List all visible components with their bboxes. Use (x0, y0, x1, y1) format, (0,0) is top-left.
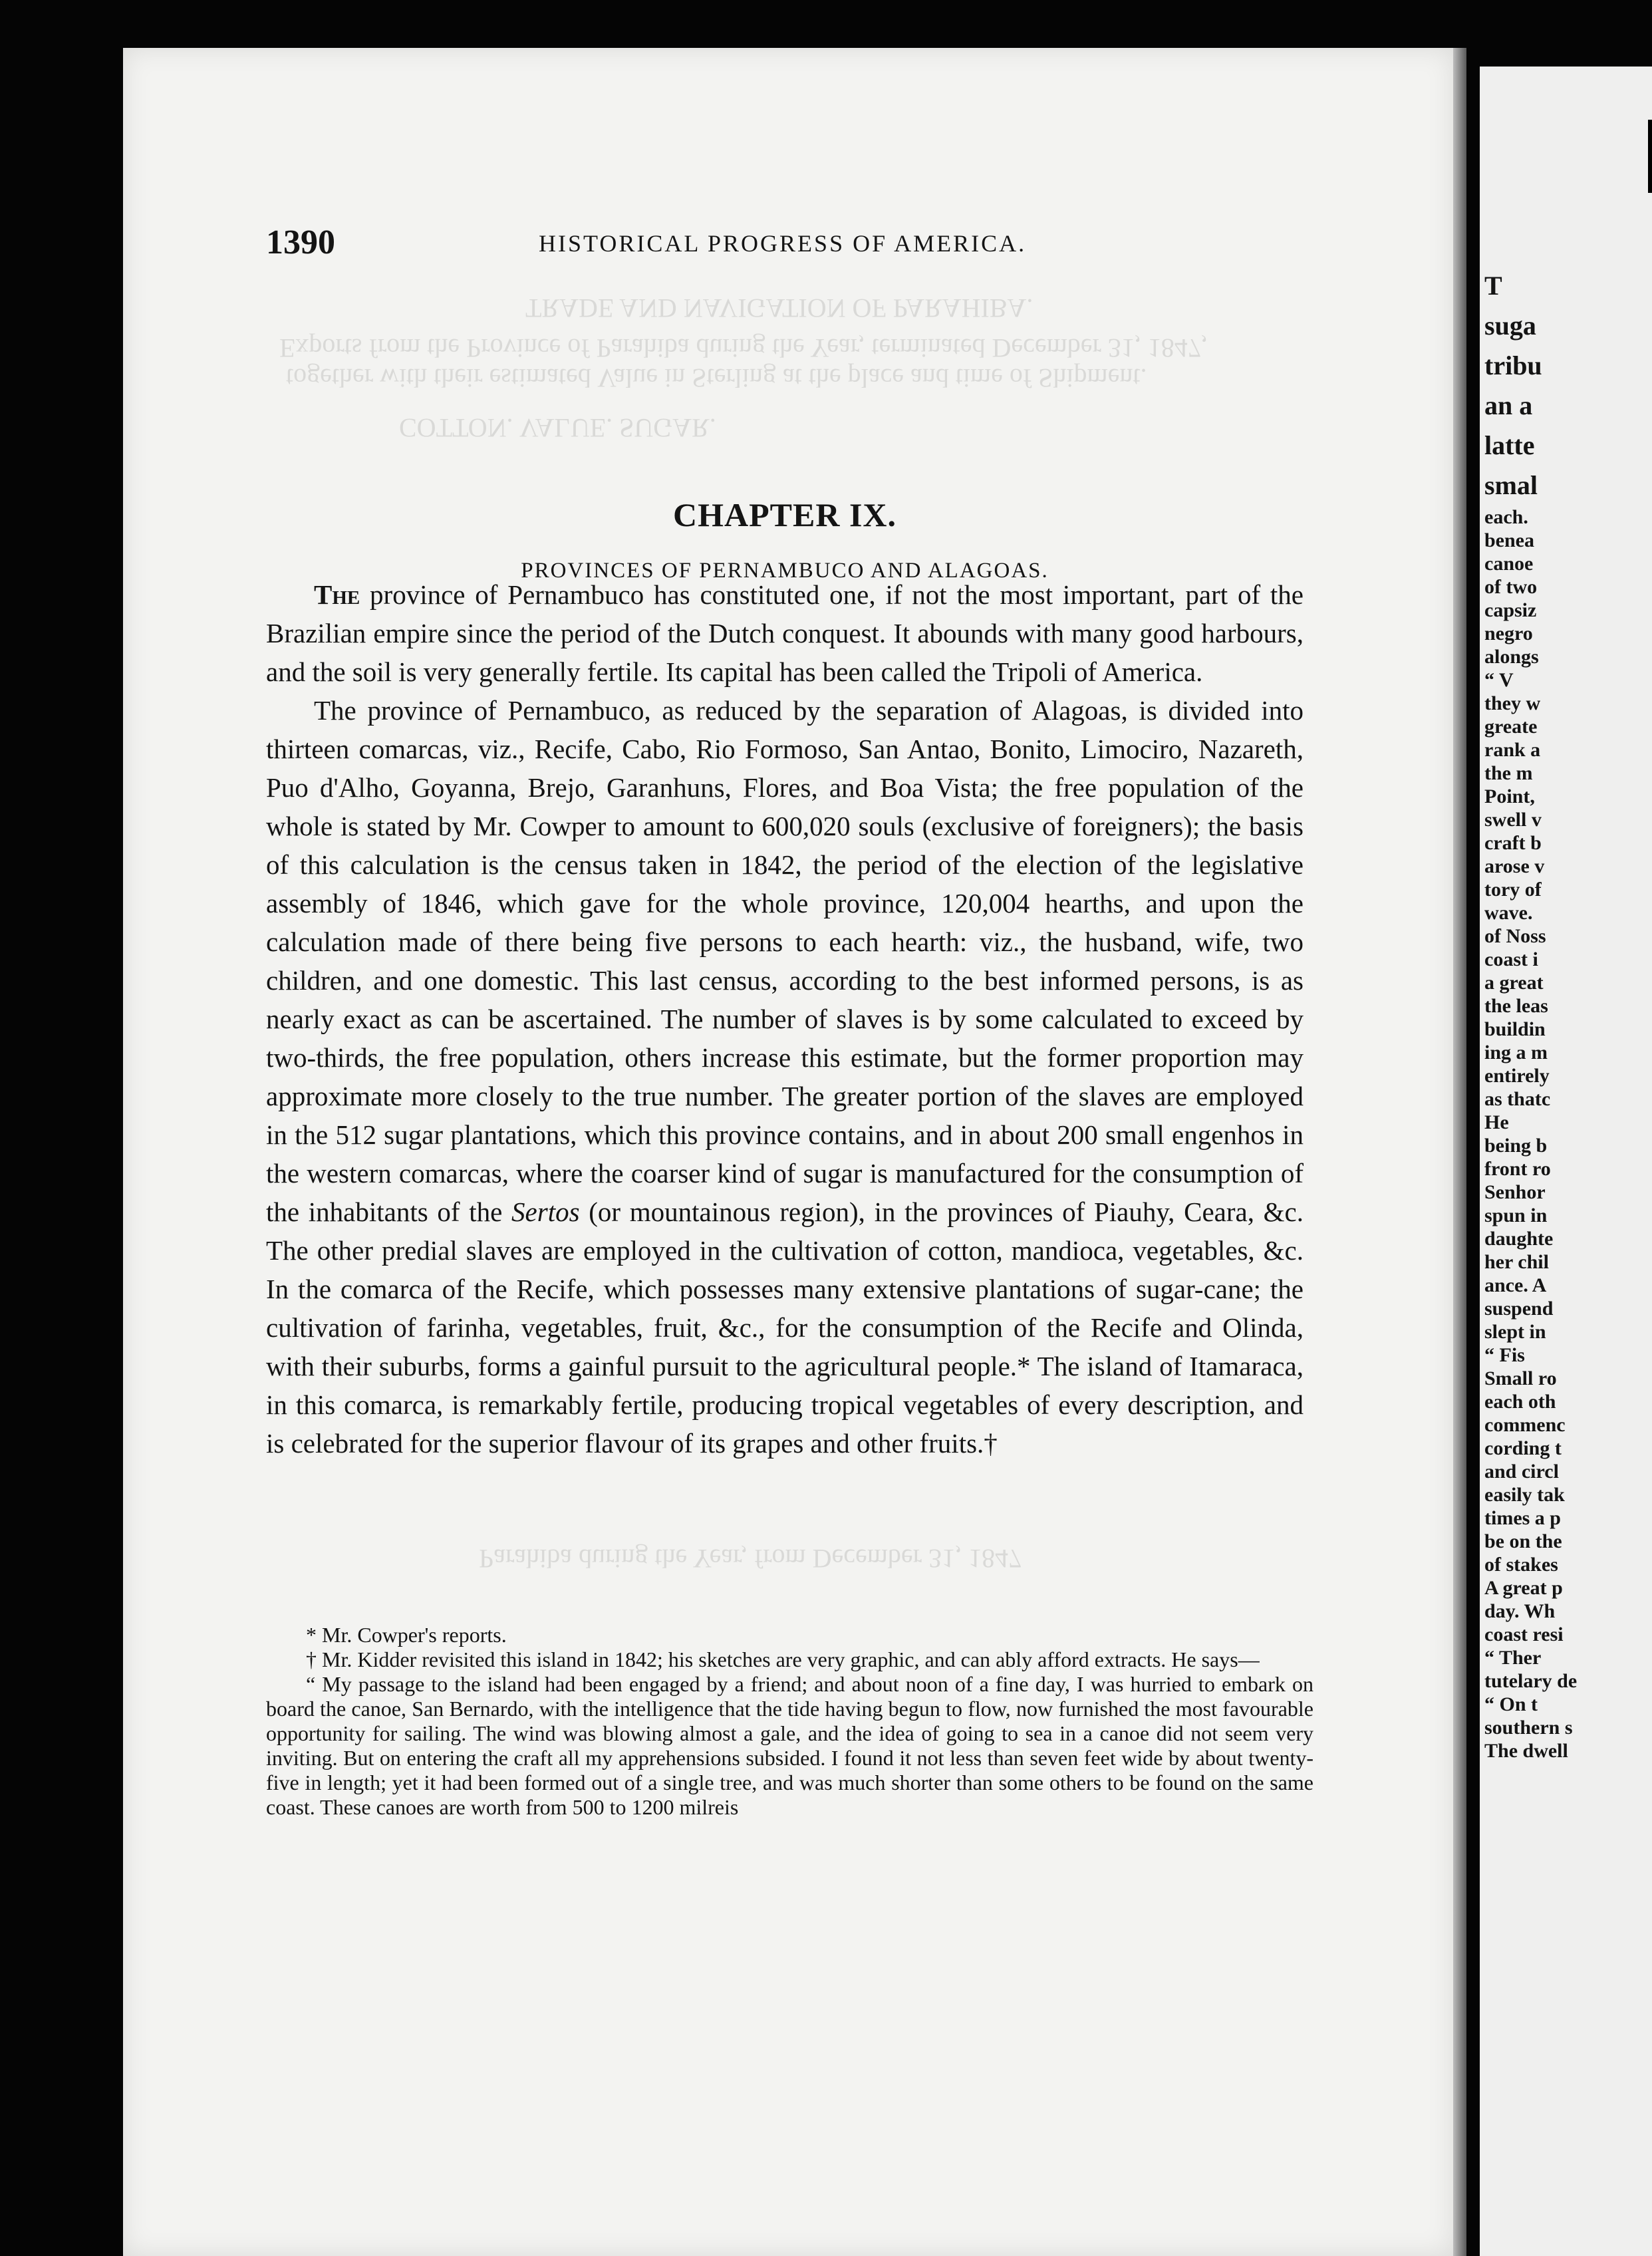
right-page-line: “ Ther (1484, 1647, 1542, 1669)
right-page-line: wave. (1484, 902, 1533, 924)
footnotes (266, 1623, 1313, 1820)
right-page-line: benea (1484, 529, 1534, 551)
paragraph-2-tail: (or mountainous region), in the provinces of Piauhy, Ceara, &c. The other predial slaves are employed in the cultivation of cotton, mandioca, vegetables, &c. In the comarca of the Recife, which possesses many extensive plantations of sugar-cane; the cultivation of farinha, vegetables, fruit, &c., for the consumption of the Recife and Olinda, with their suburbs, forms a gainful pursuit to the agricultural people.* The island of Itamaraca, in this comarca, is remarkably fertile, producing tropical vegetables of every description, and is celebrated for the superior flavour of its grapes and other fruits.† (266, 1197, 1304, 1459)
right-page-line: day. Wh (1484, 1600, 1556, 1622)
right-page-line: times a p (1484, 1507, 1561, 1529)
right-page-line: buildin (1484, 1018, 1546, 1040)
right-page-line: coast resi (1484, 1623, 1564, 1645)
right-page-line: The dwell (1484, 1740, 1568, 1762)
right-page-line: an a (1484, 390, 1533, 420)
right-page-line: front ro (1484, 1158, 1551, 1180)
right-page-line: the leas (1484, 995, 1548, 1017)
paragraph-2 (266, 691, 1304, 1463)
right-page-text (1484, 266, 1651, 1762)
right-page-line: of Noss (1484, 925, 1546, 947)
right-page-line: Small ro (1484, 1367, 1557, 1389)
ghost-line: together with their estimated Value in Sterling at the place and time of Shipment. (286, 363, 1147, 393)
right-page-line: “ V (1484, 669, 1514, 691)
right-page-line: and circl (1484, 1461, 1559, 1482)
right-page-line: “ On t (1484, 1693, 1538, 1715)
right-page-line: craft b (1484, 832, 1542, 854)
right-page-line: tribu (1484, 351, 1542, 380)
right-page-line: each. (1484, 506, 1528, 528)
right-page-line: swell v (1484, 809, 1542, 831)
right-page-line: smal (1484, 470, 1538, 500)
right-page-line: cording t (1484, 1437, 1562, 1459)
chapter-subtitle: PROVINCES OF PERNAMBUCO AND ALAGOAS. (521, 559, 1049, 583)
right-page-line: her chil (1484, 1251, 1549, 1273)
right-page-line: each oth (1484, 1391, 1556, 1413)
right-page-line: ing a m (1484, 1042, 1548, 1063)
ghost-line: Exports from the Province of Parahiba during the Year, terminated December 31, 1847, (279, 333, 1208, 363)
right-page-line: coast i (1484, 948, 1538, 970)
page-number: 1390 (266, 223, 335, 261)
right-page-line: negro (1484, 623, 1533, 644)
paragraph-2-text: The province of Pernambuco, as reduced by the separation of Alagoas, is divided into thirteen comarcas, viz., Recife, Cabo, Rio Formoso, San Antao, Bonito, Limociro, Nazareth, Puo d'Alho, Goyanna, Brejo, Garanhuns, Flores, and Boa Vista; the free population of the whole is stated by Mr. Cowper to amount to 600,020 souls (exclusive of foreigners); the basis of this calculation is the census taken in 1842, the period of the election of the legislative assembly of 1846, which gave for the whole province, 120,004 hearths, and upon the calculation made of there being five persons to each hearth: viz., the husband, wife, two children, and one domestic. This last census, according to the best informed persons, is as nearly exact as can be ascertained. The number of slaves is by some calculated to exceed by two-thirds, the free population, others increase this estimate, but the former proportion may approximate more closely to the true number. The greater portion of the slaves are employed in the 512 sugar plantations, which this province contains, and in about 200 small engenhos in the western comarcas, where the coarser kind of sugar is manufactured for the consumption of the inhabitants of the (266, 695, 1304, 1227)
right-page-line: entirely (1484, 1065, 1550, 1087)
right-page-line: spun in (1484, 1204, 1548, 1226)
footnote-2: † Mr. Kidder revisited this island in 1842; his sketches are very graphic, and can ably afford extracts. He says— (306, 1647, 1260, 1671)
right-page-line: easily tak (1484, 1484, 1565, 1506)
right-page-line: southern s (1484, 1717, 1573, 1739)
footnote-1: * Mr. Cowper's reports. (306, 1623, 507, 1647)
right-page-line: A great p (1484, 1577, 1563, 1599)
right-page-line: Point, (1484, 785, 1535, 807)
right-page-line: tutelary de (1484, 1670, 1578, 1692)
chapter-title: CHAPTER IX. (672, 496, 897, 533)
right-page-line: daughte (1484, 1228, 1554, 1250)
right-page-line: ance. A (1484, 1274, 1547, 1296)
right-page-line: arose v (1484, 855, 1545, 877)
paragraph-1-text: province of Pernambuco has constituted one, if not the most important, part of the Brazilian empire since the period of the Dutch conquest. It abounds with many good harbours, and the soil is very generally fertile. Its capital has been called the Tripoli of America. (266, 579, 1304, 687)
paragraph-1 (266, 575, 1304, 691)
right-page-line: latte (1484, 430, 1535, 460)
right-page-line: being b (1484, 1135, 1548, 1157)
right-page-line: a great (1484, 972, 1544, 994)
body-text (266, 575, 1304, 1463)
right-page-line: tory of (1484, 879, 1542, 901)
right-page-line: they w (1484, 692, 1541, 714)
right-page-line: slept in (1484, 1321, 1546, 1343)
right-page-line: He (1484, 1111, 1509, 1133)
right-page-line: be on the (1484, 1530, 1562, 1552)
right-page-line: of two (1484, 576, 1538, 598)
book-gutter (1453, 48, 1466, 2256)
ghost-line: COTTON. VALUE. SUGAR. (399, 413, 716, 443)
right-page-line: capsiz (1484, 599, 1537, 621)
drop-lead: The (314, 579, 360, 610)
right-page-line: of stakes (1484, 1554, 1558, 1576)
footnote-quote: “ My passage to the island had been engaged by a friend; and about noon of a fine day, I was hurried to embark on board the canoe, San Bernardo, with the intelligence that the tide having begun to flow, now furnished the most favourable opportunity for sailing. The wind was blowing almost a gale, and the idea of going to sea in a canoe did not seem very inviting. But on entering the craft all my apprehensions subsided. I found it not less than seven feet wide by about twenty-five in length; yet it had been formed out of a single tree, and was much shorter than some others to be found on the same coast. These canoes are worth from 500 to 1200 milreis (266, 1672, 1313, 1819)
right-page-line: suga (1484, 311, 1536, 341)
right-page-line: commenc (1484, 1414, 1566, 1436)
right-page-line: as thatc (1484, 1088, 1551, 1110)
italic-term: Sertos (511, 1197, 580, 1227)
right-page-line: canoe (1484, 553, 1534, 575)
right-page-line: suspend (1484, 1298, 1554, 1320)
page-clip (1648, 120, 1652, 193)
right-page-line: rank a (1484, 739, 1541, 761)
ghost-line: Parahiba during the Year, from December 31, 1847 (479, 1544, 1022, 1574)
right-page-line: the m (1484, 762, 1533, 784)
right-page-line: greate (1484, 716, 1538, 738)
right-page-line: T (1484, 271, 1502, 301)
running-head (266, 223, 1363, 269)
right-page-line: “ Fis (1484, 1344, 1525, 1366)
right-page-line: alongs (1484, 646, 1539, 668)
running-title: HISTORICAL PROGRESS OF AMERICA. (539, 230, 1027, 257)
ghost-line: TRADE AND NAVIGATION OF PARAHIBA. (525, 293, 1033, 323)
right-page-line: Senhor (1484, 1181, 1546, 1203)
